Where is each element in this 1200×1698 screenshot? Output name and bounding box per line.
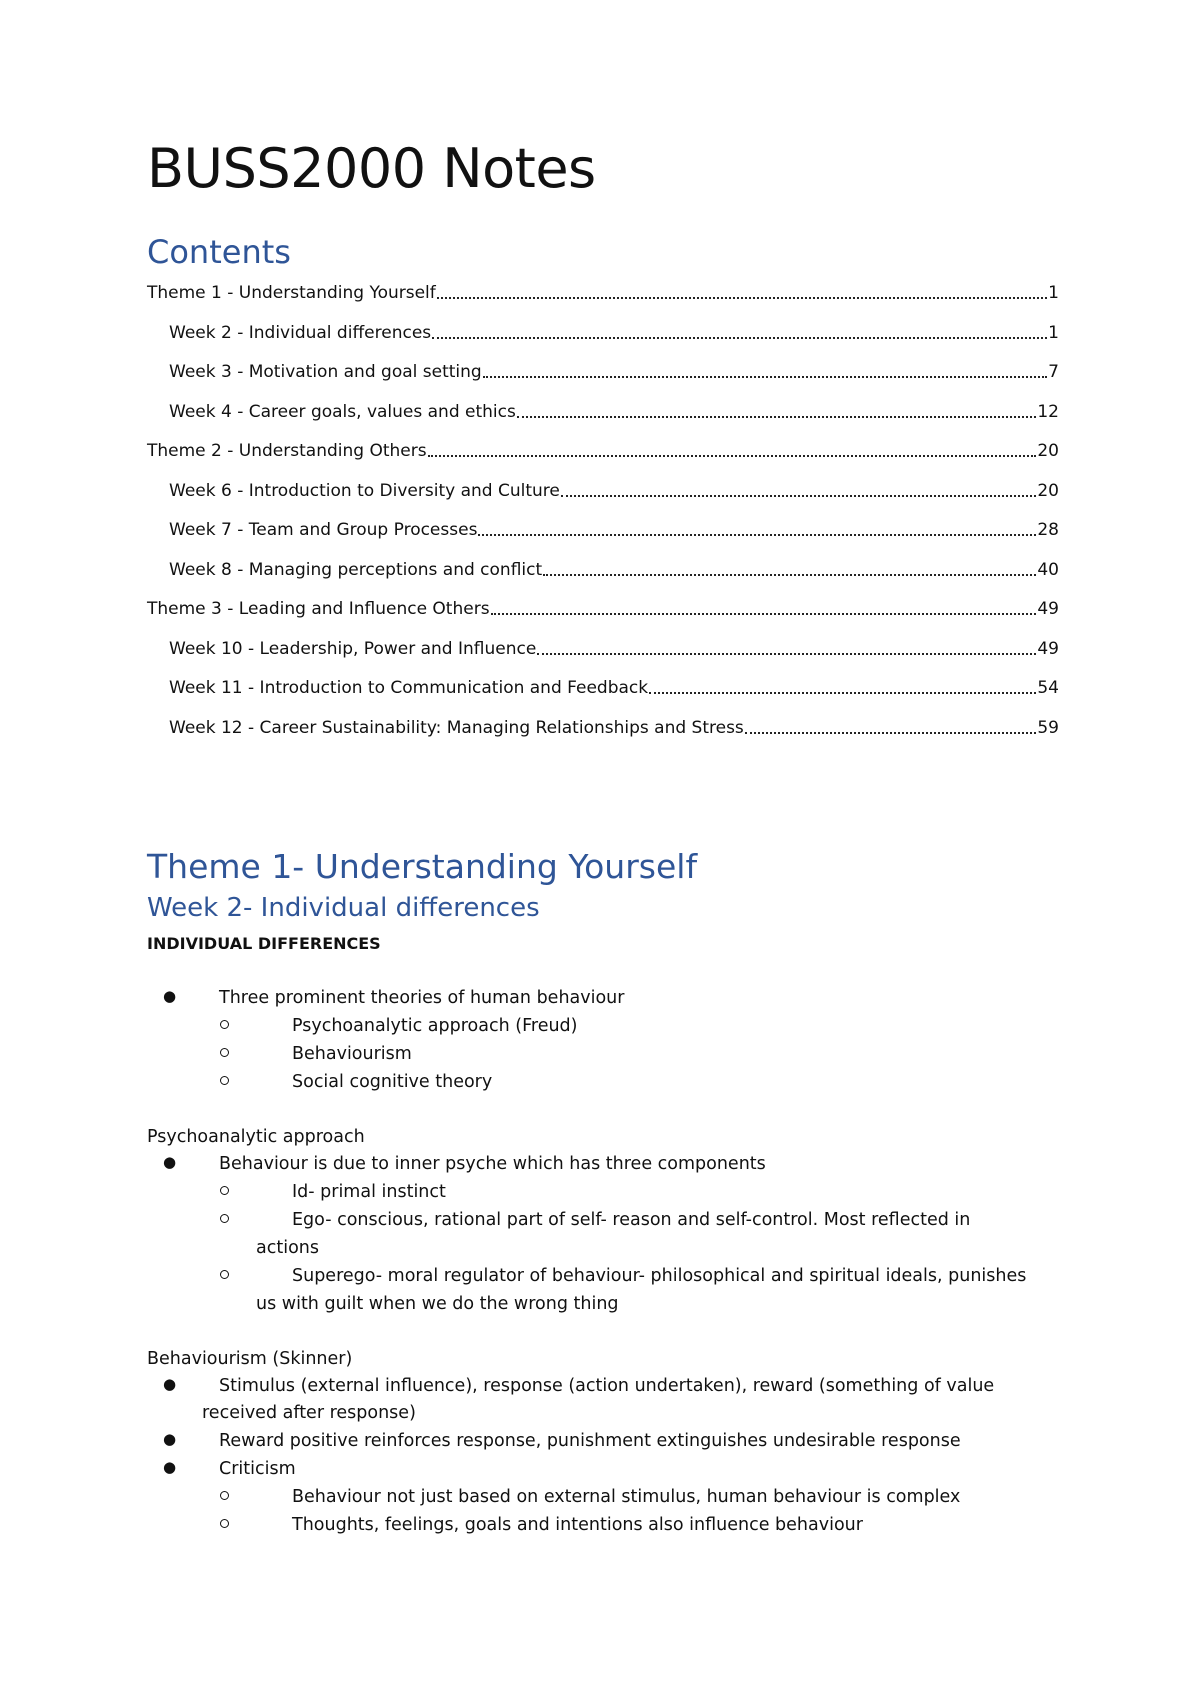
toc-leader xyxy=(483,374,1047,378)
toc-page-number: 54 xyxy=(1037,678,1059,698)
bullet-icon: ● xyxy=(163,1375,177,1393)
theme-heading: Theme 1- Understanding Yourself xyxy=(147,847,698,886)
toc-page-number: 49 xyxy=(1037,639,1059,659)
toc-page-number: 49 xyxy=(1037,599,1059,619)
week-heading: Week 2- Individual differences xyxy=(147,893,540,923)
psyche-ego-cont: actions xyxy=(256,1238,319,1258)
document-title: BUSS2000 Notes xyxy=(147,137,596,200)
toc-entry-label: Week 11 - Introduction to Communication and Feedback xyxy=(169,678,649,698)
bullet-icon: ● xyxy=(163,1458,177,1476)
toc-leader xyxy=(491,611,1037,615)
toc-page-number: 7 xyxy=(1048,362,1059,382)
toc-entry-week-4[interactable] xyxy=(147,400,1059,424)
section-heading: INDIVIDUAL DIFFERENCES xyxy=(147,934,381,953)
behaviourism-stimulus-cont: received after response) xyxy=(202,1403,416,1423)
psyche-superego: Superego- moral regulator of behaviour- philosophical and spiritual ideals, punishes xyxy=(292,1266,1027,1286)
behaviourism-criticism: Criticism xyxy=(219,1459,296,1479)
theories-bullet: Three prominent theories of human behaviour xyxy=(219,988,625,1008)
toc-entry-label: Theme 3 - Leading and Influence Others xyxy=(147,599,490,619)
toc-leader xyxy=(478,532,1036,536)
toc-entry-label: Week 12 - Career Sustainability: Managing Relationships and Stress xyxy=(169,718,744,738)
toc-page-number: 40 xyxy=(1037,560,1059,580)
psyche-id: Id- primal instinct xyxy=(292,1182,446,1202)
toc-entry-week-10[interactable] xyxy=(147,637,1059,661)
toc-page-number: 1 xyxy=(1048,283,1059,303)
toc-entry-label: Theme 2 - Understanding Others xyxy=(147,441,427,461)
criticism-item: Behaviour not just based on external stimulus, human behaviour is complex xyxy=(292,1487,961,1507)
behaviourism-reward: Reward positive reinforces response, punishment extinguishes undesirable response xyxy=(219,1431,961,1451)
circle-bullet-icon xyxy=(220,1519,229,1528)
contents-heading: Contents xyxy=(147,233,291,271)
toc-entry-label: Week 8 - Managing perceptions and conflict xyxy=(169,560,543,580)
circle-bullet-icon xyxy=(220,1048,229,1057)
toc-leader xyxy=(745,730,1037,734)
bullet-icon: ● xyxy=(163,1153,177,1171)
psychoanalytic-heading: Psychoanalytic approach xyxy=(147,1127,365,1147)
psyche-superego-cont: us with guilt when we do the wrong thing xyxy=(256,1294,619,1314)
circle-bullet-icon xyxy=(220,1214,229,1223)
theory-item: Social cognitive theory xyxy=(292,1072,493,1092)
toc-entry-label: Week 6 - Introduction to Diversity and Culture xyxy=(169,481,560,501)
theory-item: Psychoanalytic approach (Freud) xyxy=(292,1016,578,1036)
toc-leader xyxy=(432,335,1047,339)
toc-entry-week-3[interactable] xyxy=(147,360,1059,384)
toc-leader xyxy=(428,453,1037,457)
toc-page-number: 28 xyxy=(1037,520,1059,540)
behaviourism-heading: Behaviourism (Skinner) xyxy=(147,1349,353,1369)
toc-entry-week-2[interactable] xyxy=(147,321,1059,345)
toc-leader xyxy=(649,690,1036,694)
toc-leader xyxy=(517,414,1037,418)
toc-entry-label: Week 3 - Motivation and goal setting xyxy=(169,362,482,382)
toc-entry-theme-2[interactable] xyxy=(147,439,1059,463)
toc-leader xyxy=(437,295,1047,299)
circle-bullet-icon xyxy=(220,1076,229,1085)
circle-bullet-icon xyxy=(220,1491,229,1500)
toc-entry-week-6[interactable] xyxy=(147,479,1059,503)
behaviourism-stimulus: Stimulus (external influence), response (action undertaken), reward (something of value xyxy=(219,1376,995,1396)
toc-entry-week-12[interactable] xyxy=(147,716,1059,740)
toc-page-number: 20 xyxy=(1037,441,1059,461)
toc-leader xyxy=(537,651,1036,655)
toc-entry-label: Theme 1 - Understanding Yourself xyxy=(147,283,436,303)
toc-entry-label: Week 10 - Leadership, Power and Influence xyxy=(169,639,537,659)
theory-item: Behaviourism xyxy=(292,1044,412,1064)
toc-entry-label: Week 4 - Career goals, values and ethics xyxy=(169,402,516,422)
psychoanalytic-bullet: Behaviour is due to inner psyche which has three components xyxy=(219,1154,766,1174)
toc-leader xyxy=(543,572,1036,576)
toc-entry-week-7[interactable] xyxy=(147,518,1059,542)
toc-page-number: 20 xyxy=(1037,481,1059,501)
toc-entry-week-11[interactable] xyxy=(147,676,1059,700)
toc-entry-theme-3[interactable] xyxy=(147,597,1059,621)
toc-entry-label: Week 7 - Team and Group Processes xyxy=(169,520,478,540)
circle-bullet-icon xyxy=(220,1186,229,1195)
toc-leader xyxy=(561,493,1037,497)
psyche-ego: Ego- conscious, rational part of self- reason and self-control. Most reflected in xyxy=(292,1210,971,1230)
toc-page-number: 12 xyxy=(1037,402,1059,422)
circle-bullet-icon xyxy=(220,1270,229,1279)
toc-page-number: 1 xyxy=(1048,323,1059,343)
circle-bullet-icon xyxy=(220,1020,229,1029)
criticism-item: Thoughts, feelings, goals and intentions also influence behaviour xyxy=(292,1515,863,1535)
toc-entry-theme-1[interactable] xyxy=(147,281,1059,305)
bullet-icon: ● xyxy=(163,1430,177,1448)
toc-page-number: 59 xyxy=(1037,718,1059,738)
toc-entry-week-8[interactable] xyxy=(147,558,1059,582)
bullet-icon: ● xyxy=(163,987,177,1005)
toc-entry-label: Week 2 - Individual differences xyxy=(169,323,432,343)
